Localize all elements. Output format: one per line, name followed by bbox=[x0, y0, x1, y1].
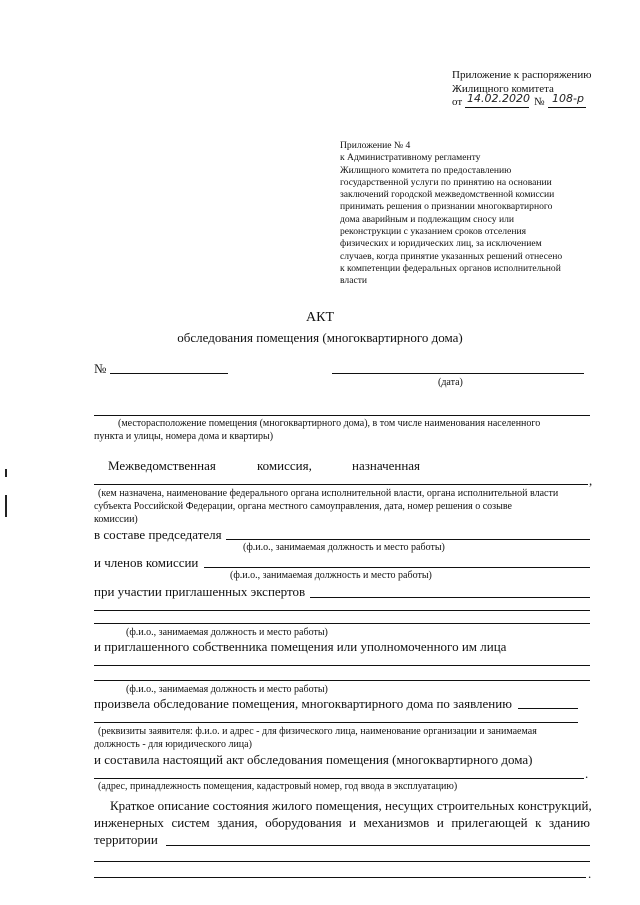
appendix-4-line: Жилищного комитета по предоставлению bbox=[340, 164, 512, 176]
act-period: . bbox=[585, 766, 589, 781]
owner-line-1 bbox=[94, 665, 590, 666]
experts-caption: (ф.и.о., занимаемая должность и место работы) bbox=[126, 627, 328, 638]
description-word: зданию bbox=[549, 815, 590, 830]
description-word: прилегающей bbox=[451, 815, 528, 830]
top-appendix-line1: Приложение к распоряжению bbox=[452, 69, 592, 81]
description-word: механизмов bbox=[363, 815, 430, 830]
description-line-3: территории bbox=[94, 832, 158, 847]
act-number-label: № bbox=[94, 361, 107, 376]
appointed-caption-2: субъекта Российской Федерации, органа местного самоуправления, дата, номер решения о созыве bbox=[94, 501, 512, 512]
commission-comma: , bbox=[589, 473, 593, 488]
inspection-line-2 bbox=[94, 722, 578, 723]
commission-word-2: комиссия, bbox=[257, 458, 312, 473]
appendix-4-line: к компетенции федеральных органов исполнительной bbox=[340, 262, 561, 274]
act-line bbox=[94, 778, 584, 779]
commission-line bbox=[94, 484, 588, 485]
appointed-caption-3: комиссии) bbox=[94, 514, 138, 525]
experts-line-2 bbox=[94, 610, 590, 611]
owner-label: и приглашенного собственника помещения или уполномоченного им лица bbox=[94, 639, 507, 654]
date-underline bbox=[465, 107, 529, 108]
inspection-line-1 bbox=[518, 708, 578, 709]
description-word: систем bbox=[171, 815, 210, 830]
description-word: здания, bbox=[217, 815, 258, 830]
address-caption: (адрес, принадлежность помещения, кадастровый номер, год ввода в эксплуатацию) bbox=[98, 781, 458, 792]
appendix-4-line: физических и юридических лиц, за исключением bbox=[340, 238, 542, 250]
description-word: к bbox=[535, 815, 542, 830]
top-appendix-from: от bbox=[452, 96, 463, 108]
appendix-4-line: случаев, когда принятие указанных решений отнесено bbox=[340, 250, 563, 262]
scan-mark-1 bbox=[5, 469, 7, 477]
description-blank-1 bbox=[94, 861, 590, 862]
act-label: и составила настоящий акт обследования помещения (многоквартирного дома) bbox=[94, 752, 533, 767]
chairman-line bbox=[226, 539, 590, 540]
location-caption-2: пункта и улицы, номера дома и квартиры) bbox=[94, 431, 274, 442]
location-caption-1: (месторасположение помещения (многоквартирного дома), в том числе наименования населенного bbox=[118, 418, 541, 429]
applicant-caption-2: должность - для юридического лица) bbox=[94, 739, 252, 750]
appendix-4-line: Приложение № 4 bbox=[340, 140, 411, 151]
applicant-caption-1: (реквизиты заявителя: ф.и.о. и адрес - для физического лица, наименование организации и занимаемая bbox=[98, 726, 537, 737]
appendix-4-line: к Административному регламенту bbox=[340, 152, 481, 164]
description-period: . bbox=[588, 866, 592, 881]
experts-line-1 bbox=[310, 597, 590, 598]
appendix-4-line: власти bbox=[340, 275, 368, 287]
owner-line-2 bbox=[94, 680, 590, 681]
description-line-1: Краткое описание состояния жилого помещения, несущих строительных конструкций, bbox=[110, 798, 592, 813]
description-word: инженерных bbox=[94, 815, 164, 830]
act-title: АКТ bbox=[306, 310, 334, 325]
appendix-4-line: реконструкции с указанием сроков отселения bbox=[340, 226, 527, 238]
commission-word-1: Межведомственная bbox=[108, 458, 216, 473]
chairman-caption: (ф.и.о., занимаемая должность и место работы) bbox=[243, 542, 445, 553]
chairman-label: в составе председателя bbox=[94, 527, 222, 542]
scan-mark-2 bbox=[5, 495, 7, 517]
appendix-4-line: государственной услуги по принятию на основании bbox=[340, 176, 552, 188]
act-subtitle: обследования помещения (многоквартирного дома) bbox=[177, 330, 463, 345]
experts-label: при участии приглашенных экспертов bbox=[94, 584, 306, 599]
appendix-4-line: принимать решения о признании многоквартирного bbox=[340, 201, 553, 213]
description-line-3-underline bbox=[166, 845, 590, 846]
top-appendix-line2: Жилищного комитета bbox=[452, 83, 554, 95]
members-line bbox=[204, 567, 590, 568]
act-number-line bbox=[110, 373, 228, 374]
handwritten-number: 108-р bbox=[552, 92, 584, 105]
description-blank-2 bbox=[94, 877, 586, 878]
description-word: оборудования bbox=[265, 815, 342, 830]
inspection-label: произвела обследование помещения, многоквартирного дома по заявлению bbox=[94, 696, 512, 711]
top-number-label: № bbox=[534, 96, 545, 108]
commission-word-3: назначенная bbox=[352, 458, 421, 473]
location-line bbox=[94, 415, 590, 416]
owner-caption: (ф.и.о., занимаемая должность и место работы) bbox=[126, 684, 328, 695]
experts-line-3 bbox=[94, 623, 590, 624]
description-word: и bbox=[436, 815, 444, 830]
number-underline bbox=[548, 107, 586, 108]
description-word: и bbox=[349, 815, 357, 830]
date-caption: (дата) bbox=[438, 377, 463, 388]
appendix-4-line: дома аварийным и подлежащим сносу или bbox=[340, 213, 514, 225]
appendix-4-line: заключений городской межведомственной комиссии bbox=[340, 189, 555, 201]
act-date-line bbox=[332, 373, 584, 374]
members-label: и членов комиссии bbox=[94, 555, 199, 570]
appointed-caption-1: (кем назначена, наименование федерального органа исполнительной власти, органа исполнительной власти bbox=[98, 488, 559, 499]
members-caption: (ф.и.о., занимаемая должность и место работы) bbox=[230, 570, 432, 581]
handwritten-date: 14.02.2020 bbox=[467, 92, 530, 105]
appendix-4-block bbox=[340, 140, 610, 288]
description-line-2 bbox=[94, 815, 590, 830]
